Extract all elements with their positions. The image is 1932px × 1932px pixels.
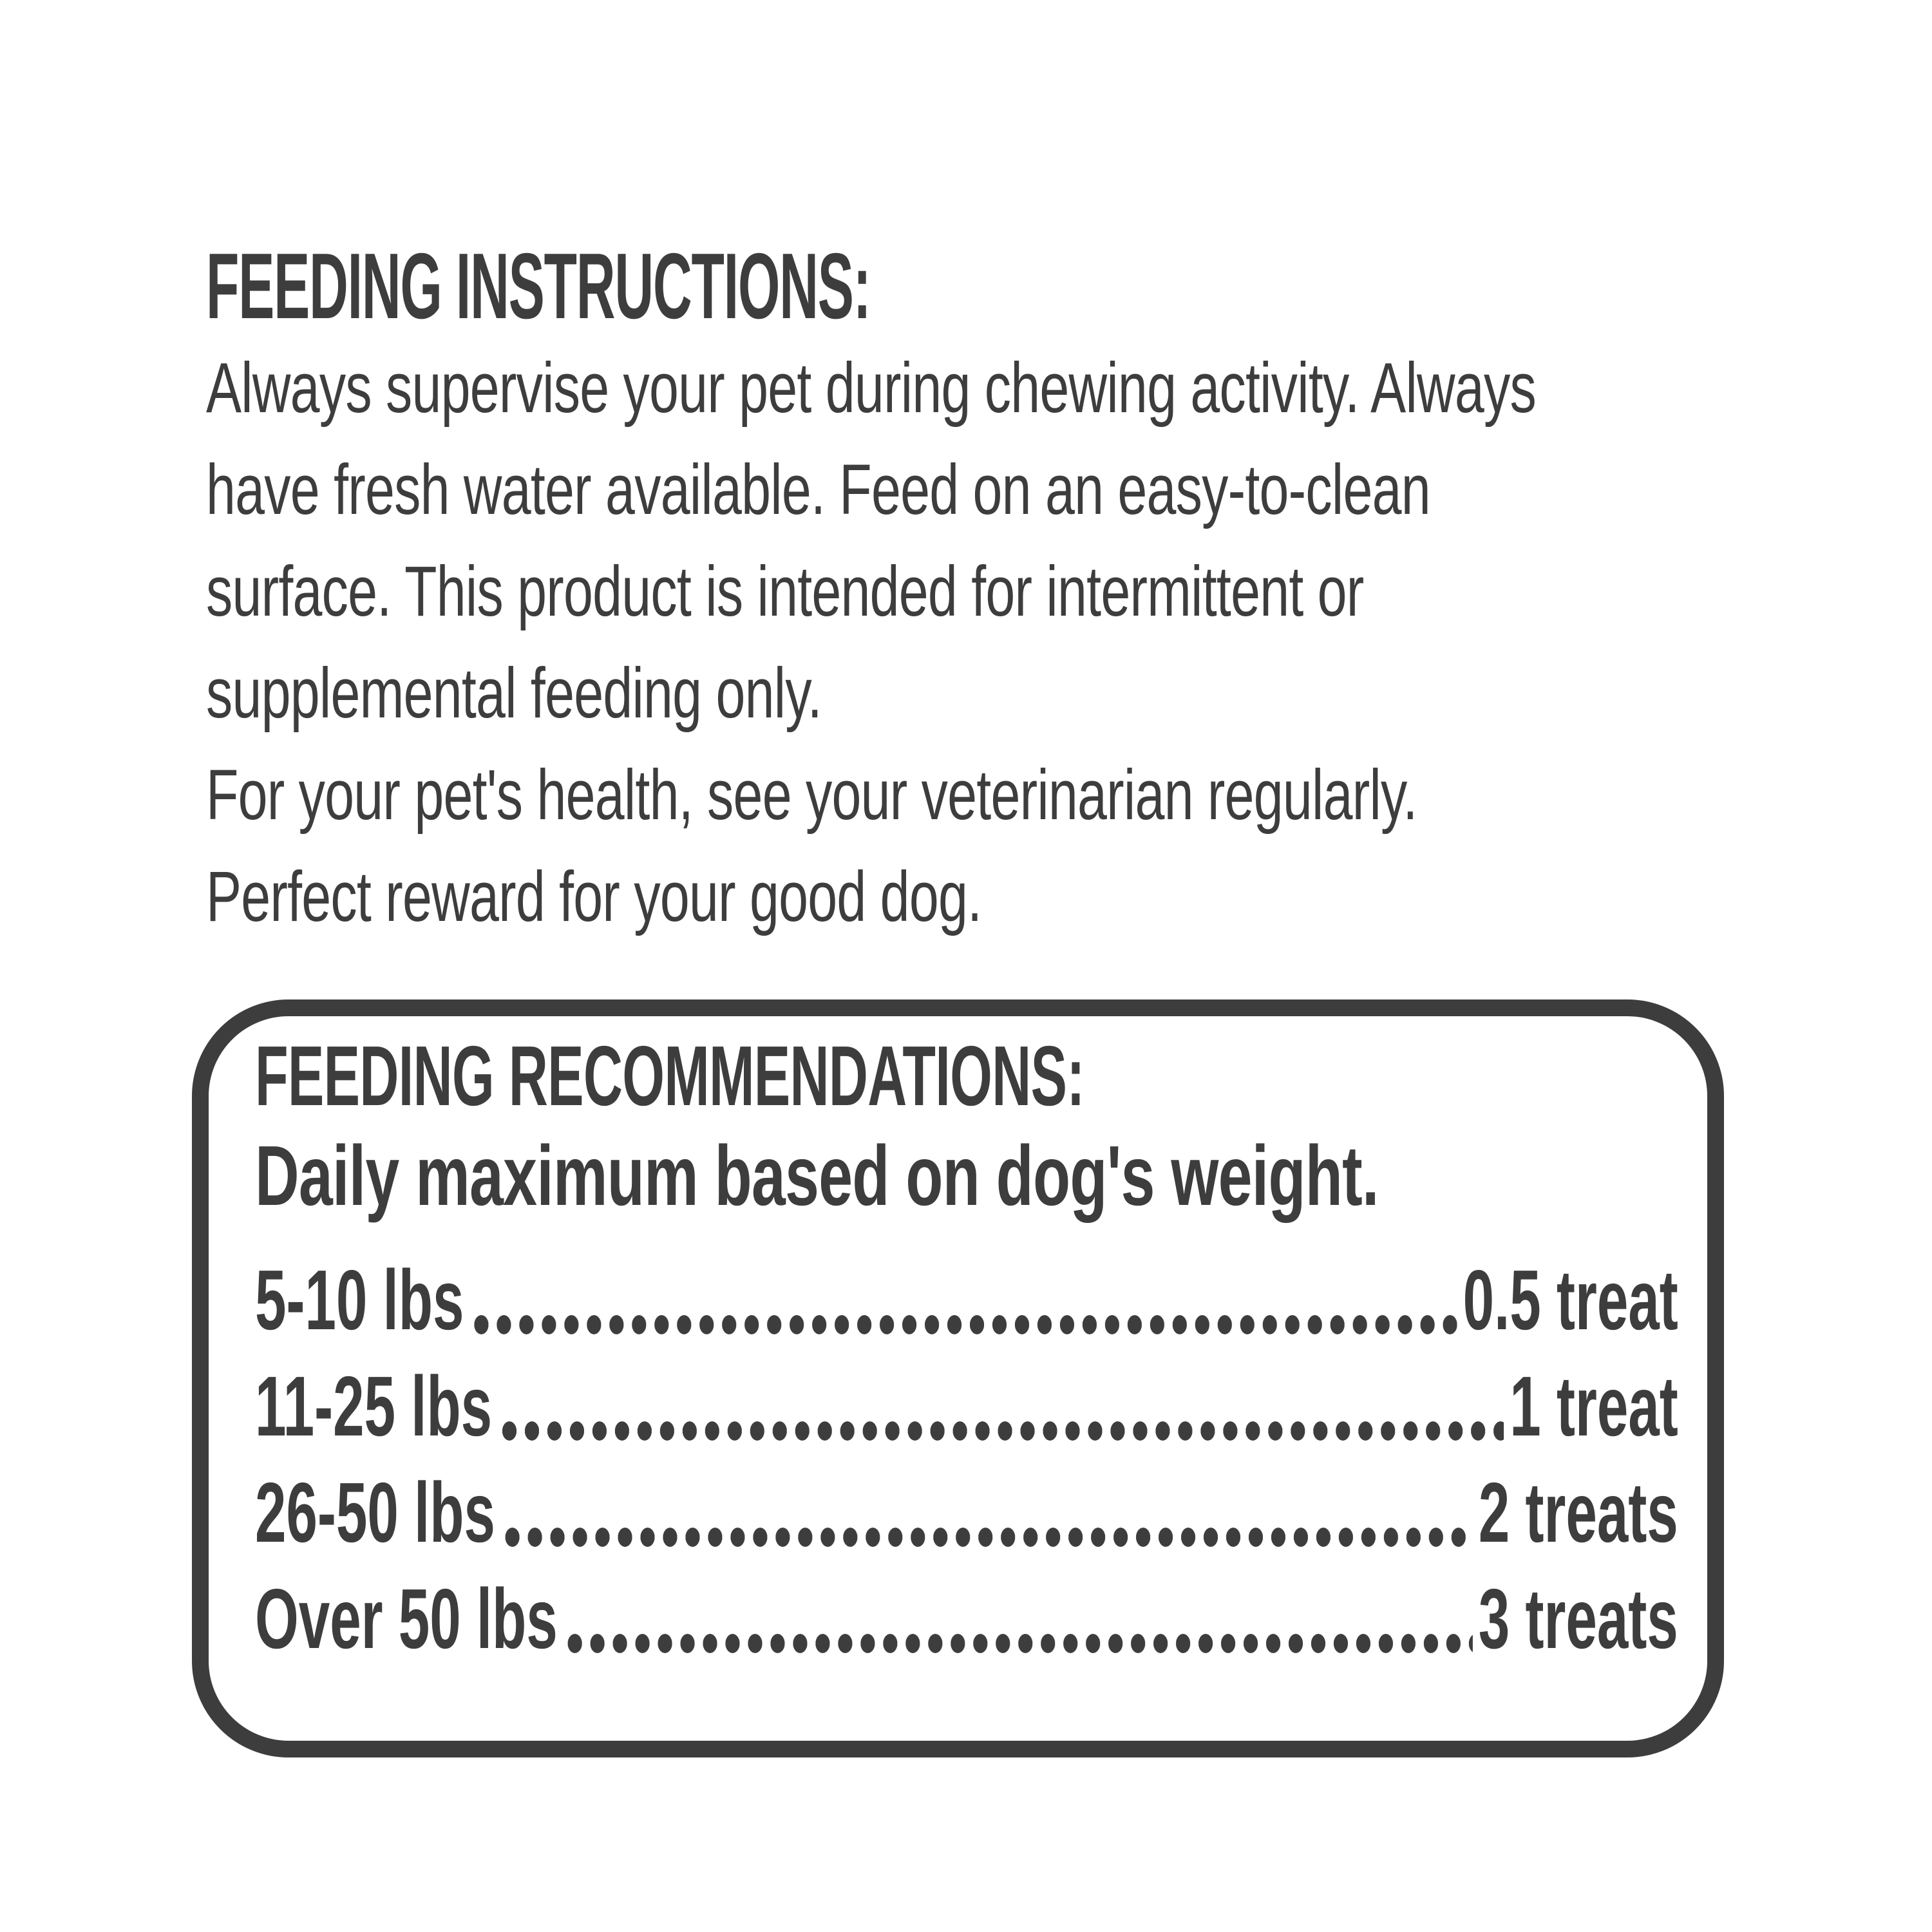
weight-range: 5-10 lbs bbox=[255, 1253, 464, 1347]
table-row bbox=[255, 1247, 1678, 1353]
dotted-leader bbox=[498, 1421, 1504, 1441]
weight-range: 11-25 lbs bbox=[255, 1359, 493, 1454]
dotted-leader bbox=[470, 1315, 1457, 1334]
daily-maximum-subtitle: Daily maximum based on dog's weight. bbox=[255, 1128, 1379, 1223]
instructions-line: For your pet's health, see your veterinarian regularly. bbox=[206, 755, 1417, 835]
instructions-line: surface. This product is intended for intermittent or bbox=[206, 552, 1364, 631]
table-row bbox=[255, 1459, 1678, 1566]
dotted-leader bbox=[564, 1634, 1473, 1653]
treat-amount: 0.5 treat bbox=[1463, 1253, 1678, 1347]
table-row bbox=[255, 1353, 1678, 1459]
instructions-line: Perfect reward for your good dog. bbox=[206, 857, 982, 936]
feeding-recommendations-heading: FEEDING RECOMMENDATIONS: bbox=[255, 1028, 1084, 1123]
instructions-line: Always supervise your pet during chewing activity. Always bbox=[206, 348, 1536, 428]
feeding-instructions-heading: FEEDING INSTRUCTIONS: bbox=[206, 234, 871, 338]
dotted-leader bbox=[501, 1528, 1472, 1547]
treat-amount: 3 treats bbox=[1478, 1571, 1678, 1666]
feeding-recommendations-box bbox=[192, 999, 1724, 1757]
feeding-instructions-section bbox=[206, 234, 1752, 948]
recommendation-rows bbox=[255, 1247, 1678, 1672]
weight-range: Over 50 lbs bbox=[255, 1571, 558, 1666]
instructions-line: have fresh water available. Feed on an easy-to-clean bbox=[206, 450, 1430, 529]
weight-range: 26-50 lbs bbox=[255, 1465, 495, 1560]
table-row bbox=[255, 1566, 1678, 1672]
instructions-line: supplemental feeding only. bbox=[206, 654, 822, 733]
treat-amount: 1 treat bbox=[1510, 1359, 1678, 1454]
treat-amount: 2 treats bbox=[1478, 1465, 1678, 1560]
